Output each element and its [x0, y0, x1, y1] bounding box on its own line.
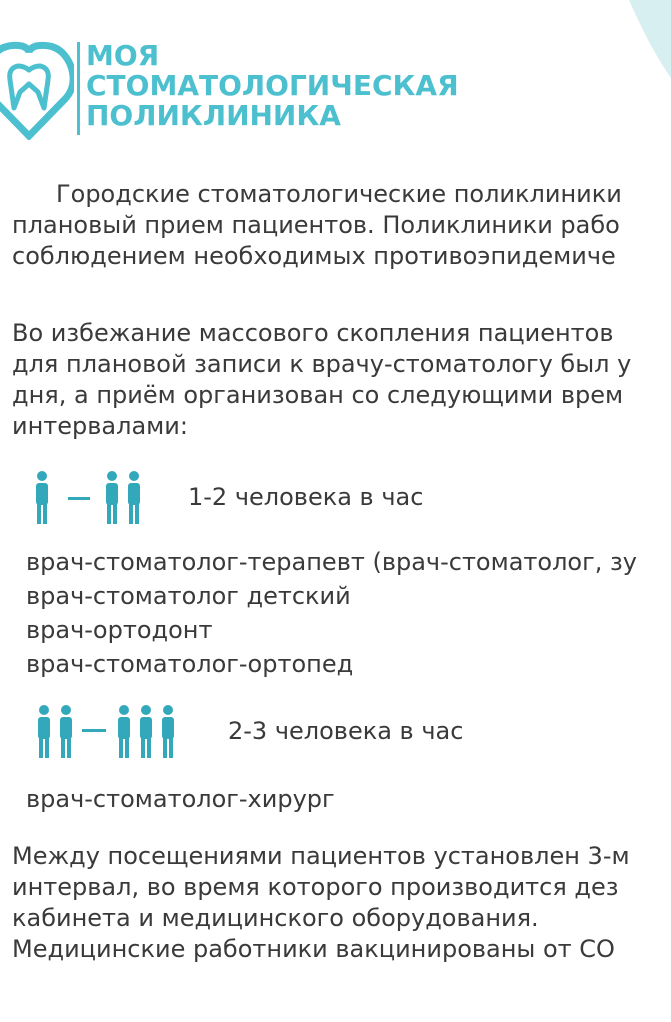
closing-line: кабинета и медицинского оборудования.: [12, 904, 539, 932]
intro-line: Городские стоматологические поликлиники: [56, 180, 622, 208]
closing-line: Между посещениями пациентов установлен 3-м: [12, 842, 630, 870]
closing-paragraph: [12, 841, 630, 965]
notice-line: интервалами:: [12, 412, 188, 440]
intro-line: плановый прием пациентов. Поликлиники рабо: [12, 211, 620, 239]
specialist-item: врач-стоматолог детский: [26, 582, 351, 610]
brand-line-3: ПОЛИКЛИНИКА: [86, 99, 341, 132]
specialist-item: врач-стоматолог-хирург: [26, 785, 335, 813]
intro-paragraph: [12, 179, 622, 272]
brand-line-1: МОЯ: [86, 39, 160, 72]
intro-line: соблюдением необходимых противоэпидемиче: [12, 242, 616, 270]
tooth-heart-logo: [0, 36, 74, 140]
specialist-item: врач-стоматолог-ортопед: [26, 650, 354, 678]
specialist-list-1: [26, 545, 637, 681]
rate-label: 2-3 человека в час: [228, 717, 464, 745]
brand-divider: [77, 42, 80, 135]
people-2-to-3-icon: [30, 702, 200, 762]
rate-label: 1-2 человека в час: [188, 483, 424, 511]
specialist-item: врач-стоматолог-терапевт (врач-стоматолог, зу: [26, 548, 637, 576]
specialist-list-2: [26, 782, 335, 816]
notice-line: для плановой записи к врачу-стоматологу был у: [12, 350, 632, 378]
people-1-to-2-icon: [30, 470, 160, 530]
corner-decoration: [611, 0, 671, 90]
notice-line: Во избежание массового скопления пациентов: [12, 319, 614, 347]
notice-line: дня, а приём организован со следующими врем: [12, 381, 624, 409]
notice-paragraph: [12, 318, 631, 442]
closing-line: Медицинские работники вакцинированы от СО: [12, 935, 615, 963]
closing-line: интервал, во время которого производится дез: [12, 873, 619, 901]
specialist-item: врач-ортодонт: [26, 616, 213, 644]
brand-name: [86, 41, 459, 131]
brand-line-2: СТОМАТОЛОГИЧЕСКАЯ: [86, 69, 459, 102]
